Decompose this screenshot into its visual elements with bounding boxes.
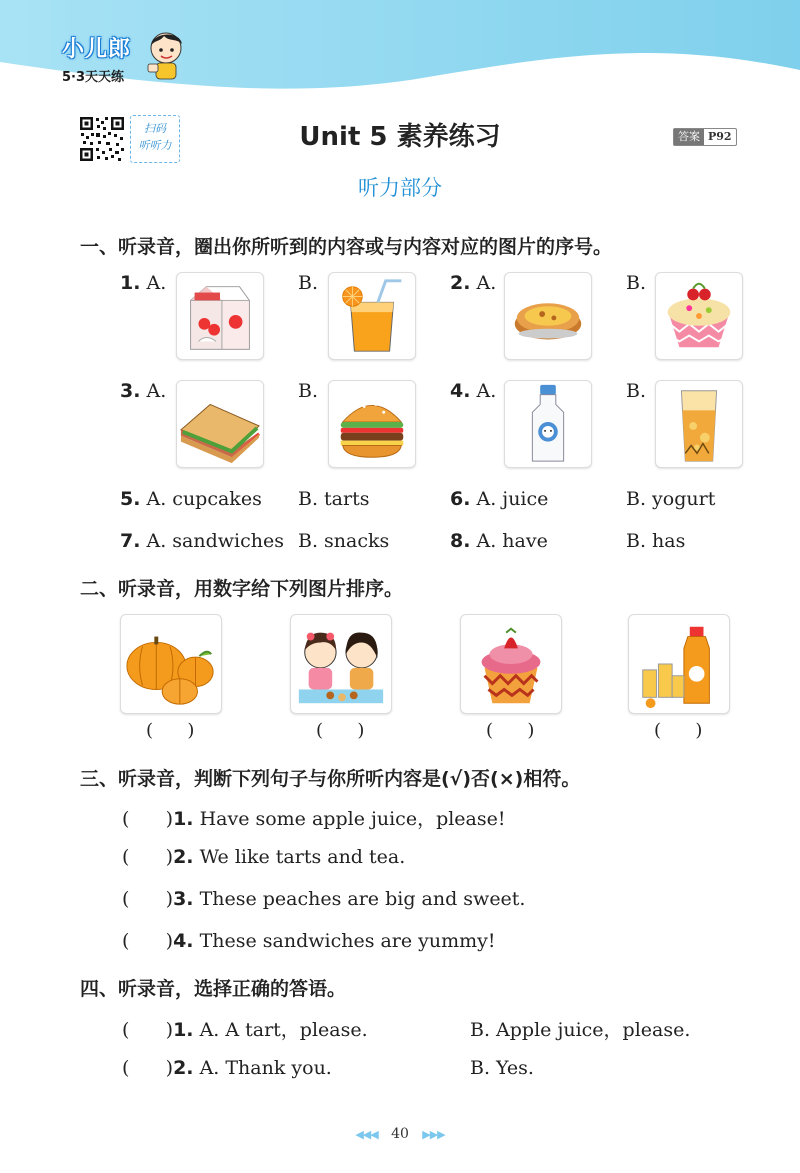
q2-label: 2. A. (450, 272, 497, 294)
pumpkins-icon (121, 615, 221, 713)
answer-page-tag (673, 128, 737, 146)
milk-carton-icon (177, 273, 263, 359)
section-subtitle: 听力部分 (358, 176, 442, 200)
response-item-2: ( )2. A. Thank you. (122, 1057, 332, 1079)
mascot-icon (144, 28, 188, 82)
section2-heading: 二、听录音，用数字给下列图片排序。 (80, 578, 404, 600)
q3-label: 3. A. (120, 380, 167, 402)
q4-b-label: B. (626, 380, 647, 402)
q5-b: B. tarts (298, 488, 370, 510)
page-title: Unit 5 素养练习 (299, 122, 501, 152)
sandwich-icon (177, 381, 263, 467)
answer-page: P92 (708, 130, 732, 143)
order-blank-4[interactable]: ( ) (654, 720, 703, 741)
q3-b-label: B. (298, 380, 319, 402)
juice-bottle-icon (629, 615, 729, 713)
q4-label: 4. A. (450, 380, 497, 402)
response-item-1-b: B. Apple juice，please. (470, 1019, 691, 1041)
q4-option-a-milk-bottle[interactable] (504, 380, 592, 468)
judge-item-4: ( )4. These sandwiches are yummy! (122, 930, 496, 952)
q7-row: 7. A. sandwiches (120, 530, 284, 552)
q8-b: B. has (626, 530, 686, 552)
q6-row: 6. A. juice (450, 488, 549, 510)
order-blank-3[interactable]: ( ) (486, 720, 535, 741)
egg-tart-icon (505, 273, 591, 359)
order-blank-1[interactable]: ( ) (146, 720, 195, 741)
q1-label: 1. A. (120, 272, 167, 294)
q6-b: B. yogurt (626, 488, 716, 510)
q1-option-b-orange-juice[interactable] (328, 272, 416, 360)
sequence-picture-cupcake (460, 614, 562, 714)
next-arrows-icon: ▶▶▶ (422, 1128, 445, 1141)
brand-subtitle: 5·3天天练 (62, 70, 125, 85)
q2-option-b-cupcake[interactable] (655, 272, 743, 360)
q7-b: B. snacks (298, 530, 390, 552)
response-item-2-b: B. Yes. (470, 1057, 534, 1079)
section4-heading: 四、听录音，选择正确的答语。 (80, 978, 347, 1000)
juice-glass-icon (656, 381, 742, 467)
section1-heading: 一、听录音，圈出你所听到的内容或与内容对应的图片的序号。 (80, 236, 613, 258)
q8-row: 8. A. have (450, 530, 548, 552)
scan-line2: 听听力 (138, 139, 172, 152)
girls-sharing-icon (291, 615, 391, 713)
q1-option-a-milk-carton[interactable] (176, 272, 264, 360)
scan-line1: 扫码 (144, 122, 166, 135)
page-number-value: 40 (391, 1126, 409, 1142)
q2-b-label: B. (626, 272, 647, 294)
sequence-picture-pumpkins (120, 614, 222, 714)
prev-arrows-icon: ◀◀◀ (355, 1128, 378, 1141)
page-number (0, 1126, 800, 1142)
judge-item-3: ( )3. These peaches are big and sweet. (122, 888, 526, 910)
order-blank-2[interactable]: ( ) (316, 720, 365, 741)
sequence-picture-girls (290, 614, 392, 714)
q5-row: 5. A. cupcakes (120, 488, 262, 510)
q3-option-a-sandwich[interactable] (176, 380, 264, 468)
hamburger-icon (329, 381, 415, 467)
q2-option-a-egg-tart[interactable] (504, 272, 592, 360)
cupcake-icon (656, 273, 742, 359)
answer-label: 答案 (674, 129, 704, 145)
q4-option-b-juice-glass[interactable] (655, 380, 743, 468)
response-item-1: ( )1. A. A tart，please. (122, 1019, 368, 1041)
sequence-picture-juice-bottle (628, 614, 730, 714)
milk-bottle-icon (505, 381, 591, 467)
q3-option-b-hamburger[interactable] (328, 380, 416, 468)
brand-name: 小儿郎 (62, 37, 132, 62)
judge-item-1: ( )1. Have some apple juice，please! (122, 808, 506, 830)
judge-item-2: ( )2. We like tarts and tea. (122, 846, 406, 868)
q1-b-label: B. (298, 272, 319, 294)
orange-juice-icon (329, 273, 415, 359)
brand-logo (52, 28, 192, 88)
section3-heading: 三、听录音，判断下列句子与你所听内容是(√)否(×)相符。 (80, 768, 581, 790)
cupcake-icon (461, 615, 561, 713)
